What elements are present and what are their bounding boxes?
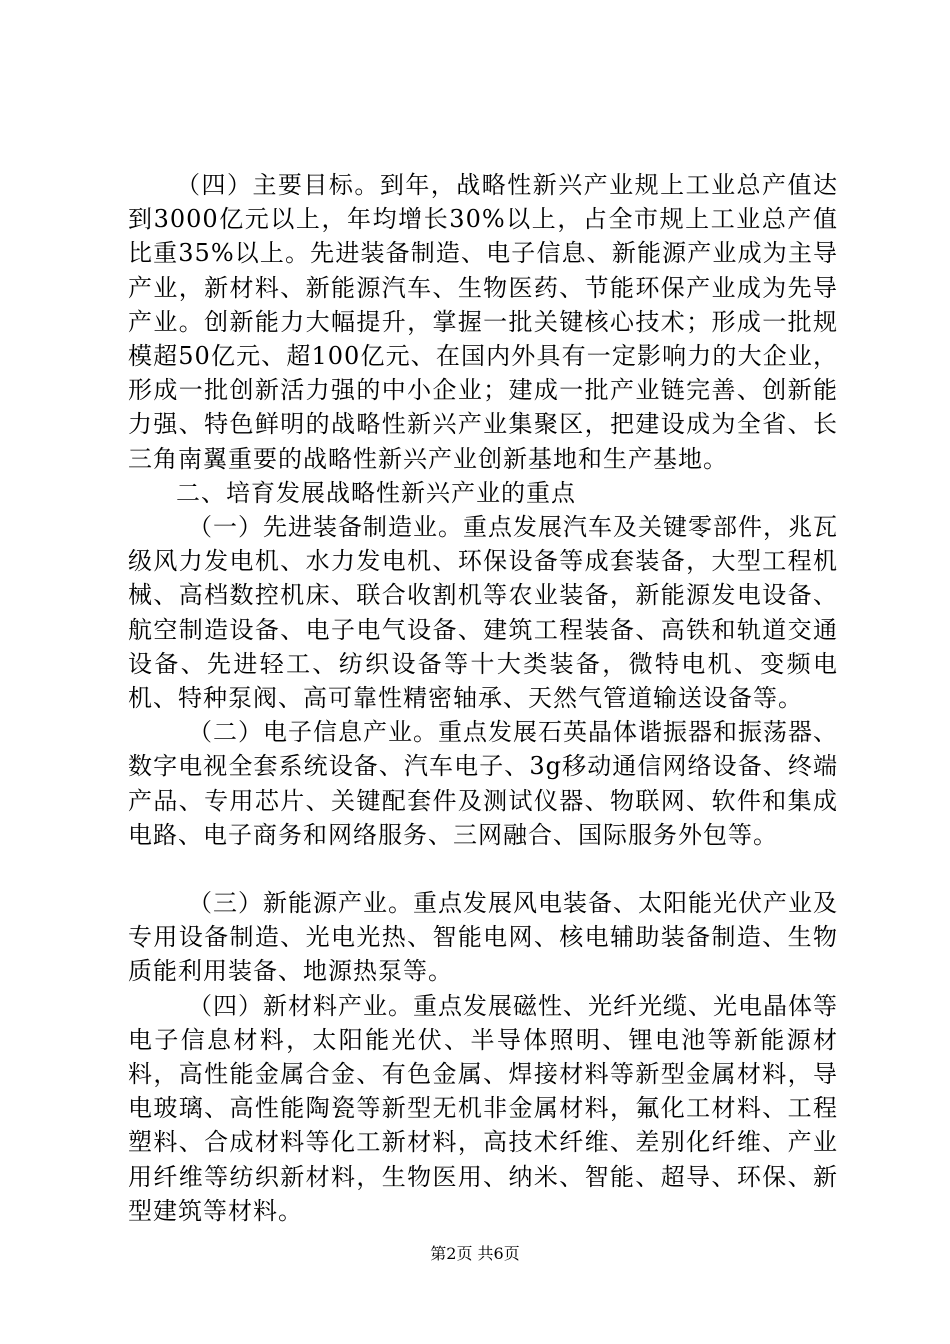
document-body: [128, 168, 838, 1228]
paragraph-gap: [128, 852, 838, 886]
section-heading-key-industries: 二、培育发展战略性新兴产业的重点: [176, 478, 576, 507]
paragraph-new-materials: （四）新材料产业。重点发展磁性、光纤光缆、光电晶体等电子信息材料，太阳能光伏、半导体照明、锂电池等新能源材料，高性能金属合金、有色金属、焊接材料等新型金属材料，导电玻璃、高性能陶瓷等新型无机非金属材料，氟化工材料、工程塑料、合成材料等化工新材料，高技术纤维、差别化纤维、产业用纤维等纺织新材料，生物医用、纳米、智能、超导、环保、新型建筑等材料。: [128, 991, 838, 1225]
paragraph-main-goals: （四）主要目标。到年，战略性新兴产业规上工业总产值达到3000亿元以上，年均增长30%以上，占全市规上工业总产值比重35%以上。先进装备制造、电子信息、新能源产业成为主导产业，新材料、新能源汽车、生物医药、节能环保产业成为先导产业。创新能力大幅提升，掌握一批关键核心技术；形成一批规模超50亿元、超100亿元、在国内外具有一定影响力的大企业，形成一批创新活力强的中小企业；建成一批产业链完善、创新能力强、特色鲜明的战略性新兴产业集聚区，把建设成为全省、长三角南翼重要的战略性新兴产业创新基地和生产基地。: [128, 171, 838, 473]
page-footer: 第2页 共6页: [430, 1244, 520, 1263]
paragraph-electronic-information: （二）电子信息产业。重点发展石英晶体谐振器和振荡器、数字电视全套系统设备、汽车电子、3g移动通信网络设备、终端产品、专用芯片、关键配套件及测试仪器、物联网、软件和集成电路、电子商务和网络服务、三网融合、国际服务外包等。: [128, 718, 838, 849]
paragraph-new-energy: （三）新能源产业。重点发展风电装备、太阳能光伏产业及专用设备制造、光电光热、智能电网、核电辅助装备制造、生物质能利用装备、地源热泵等。: [128, 889, 838, 986]
paragraph-advanced-equipment: （一）先进装备制造业。重点发展汽车及关键零部件，兆瓦级风力发电机、水力发电机、环保设备等成套装备，大型工程机械、高档数控机床、联合收割机等农业装备，新能源发电设备、航空制造设备、电子电气设备、建筑工程装备、高铁和轨道交通设备、先进轻工、纺织设备等十大类装备，微特电机、变频电机、特种泵阀、高可靠性精密轴承、天然气管道输送设备等。: [128, 513, 838, 713]
